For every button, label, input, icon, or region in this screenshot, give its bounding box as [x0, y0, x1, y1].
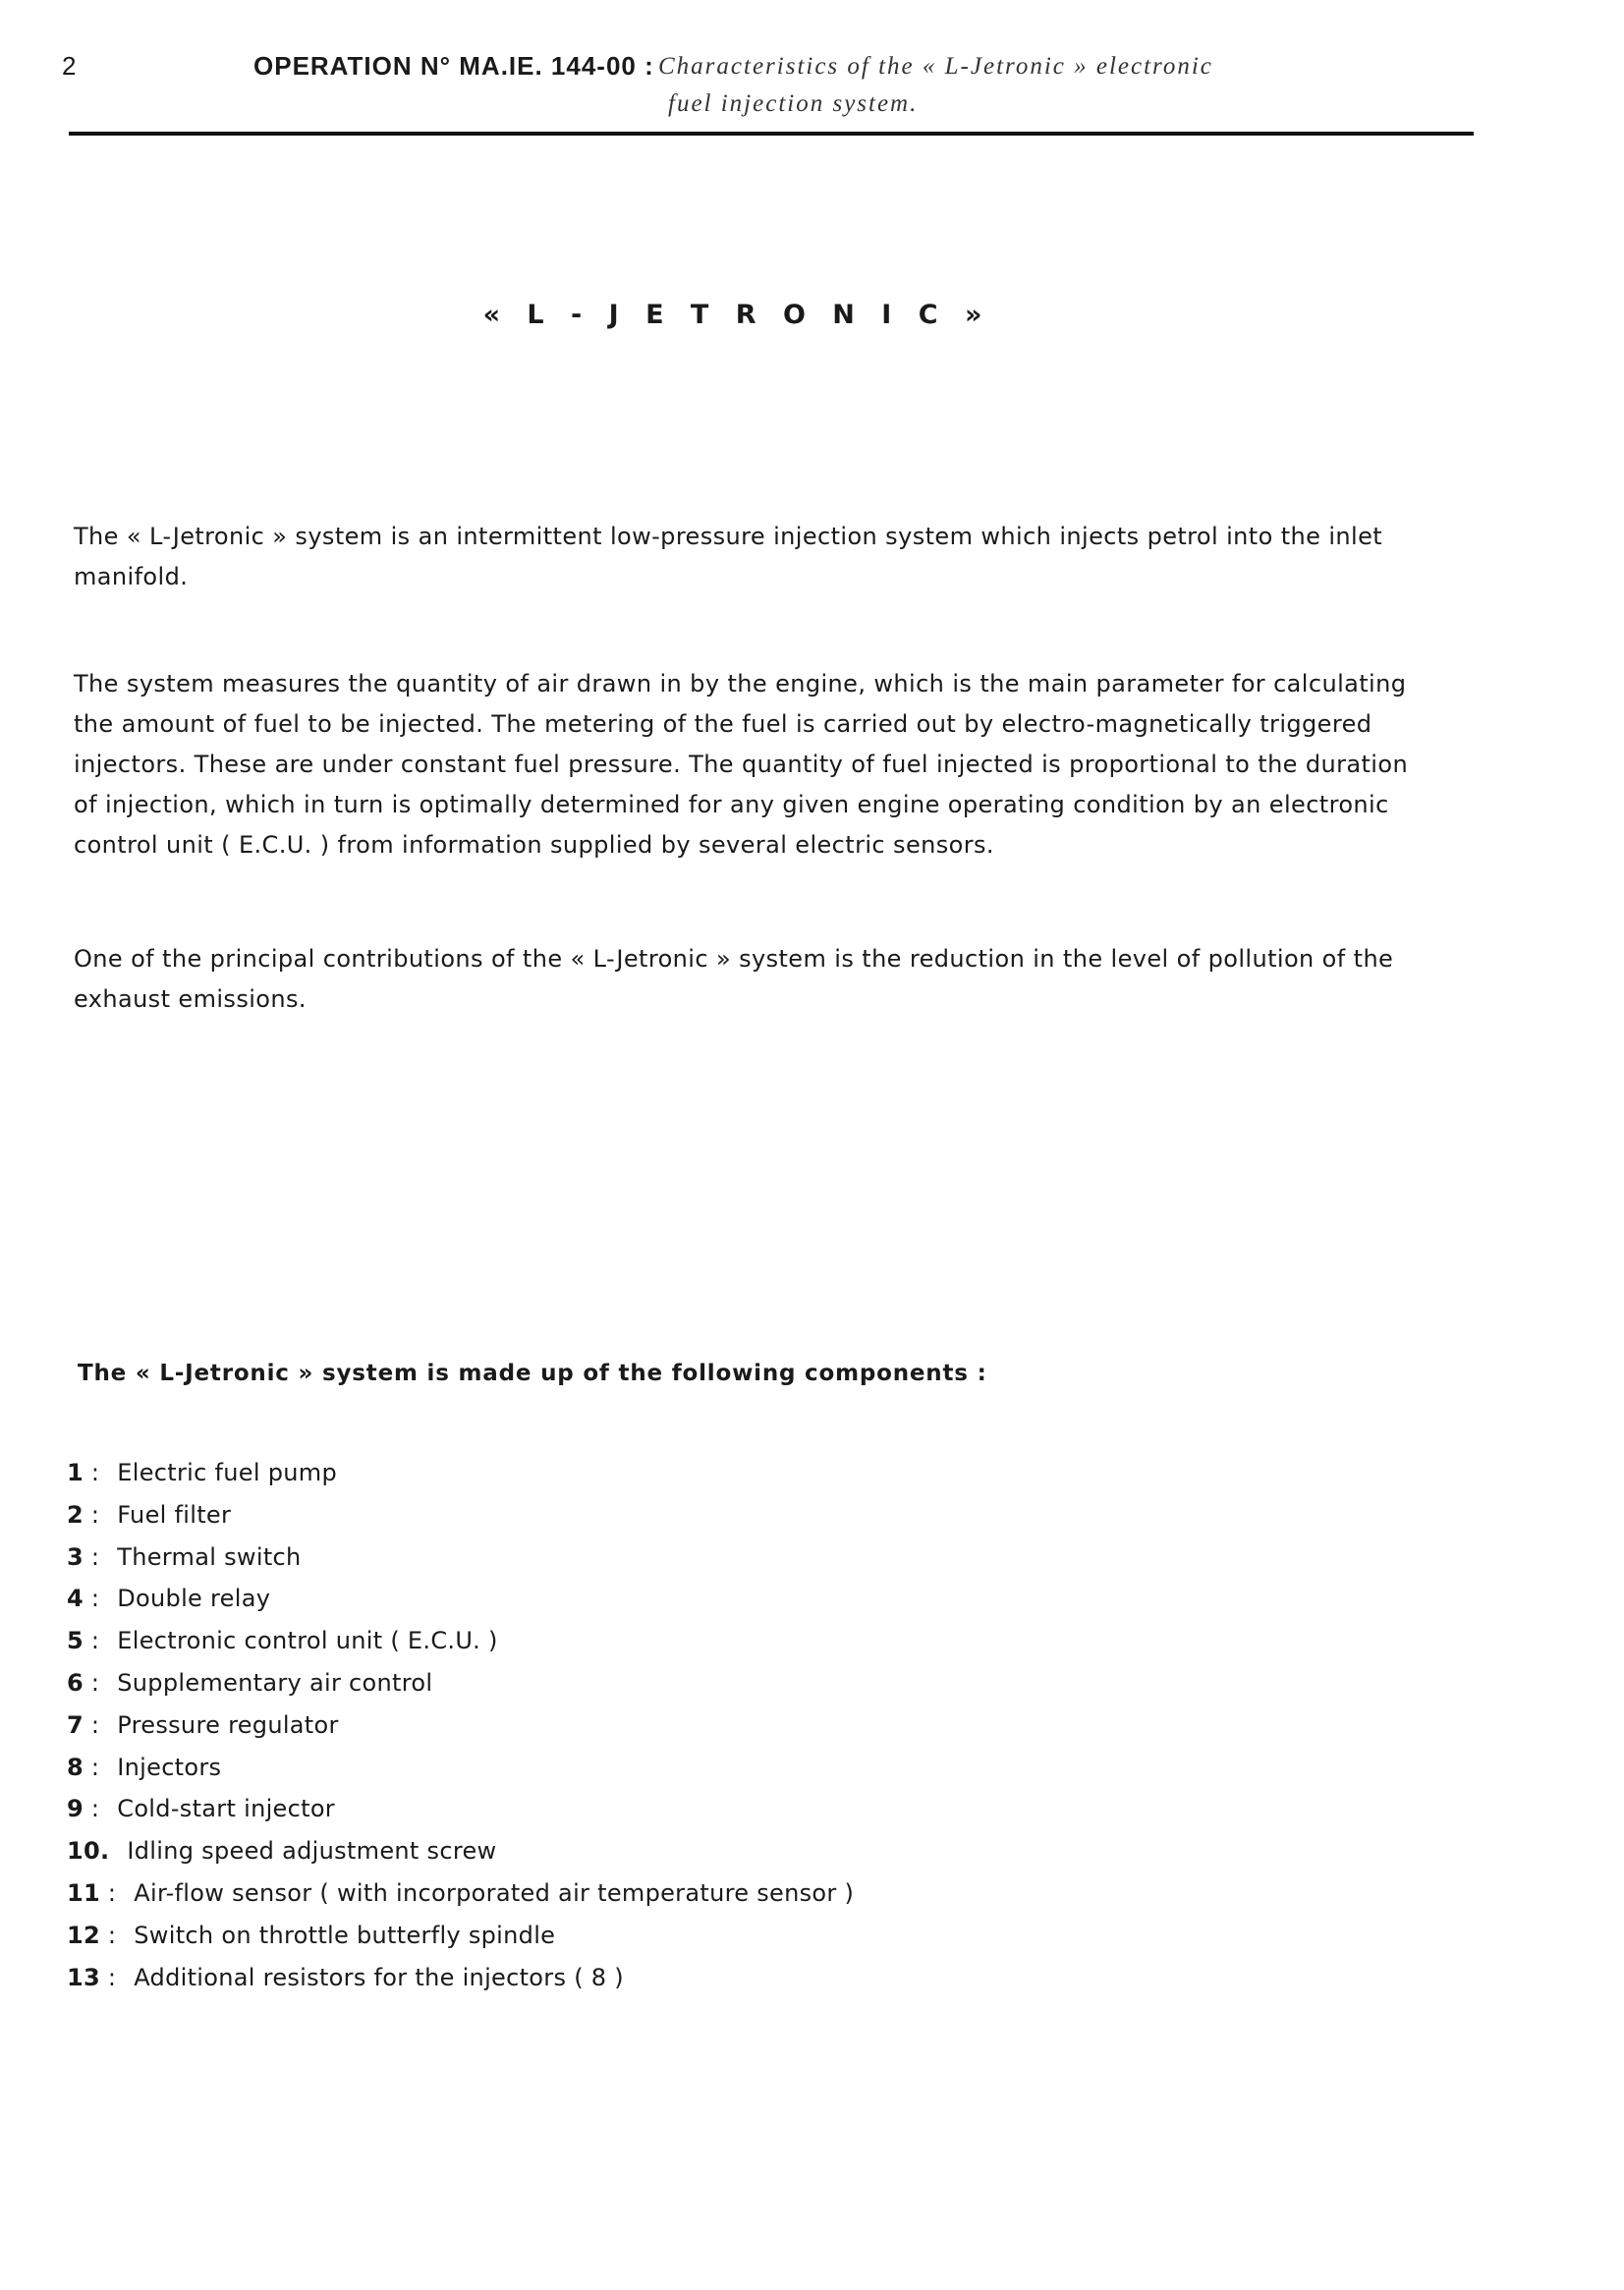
item-label: Double relay — [117, 1585, 271, 1613]
item-number: 12 — [67, 1921, 100, 1949]
item-number: 3 — [67, 1542, 84, 1571]
item-separator: : — [100, 1921, 117, 1949]
item-number: 6 — [67, 1668, 84, 1697]
component-list — [67, 1452, 854, 1998]
item-separator: : — [84, 1459, 100, 1486]
item-label: Fuel filter — [117, 1500, 232, 1529]
list-item — [67, 1747, 854, 1789]
item-number: 10. — [67, 1837, 110, 1866]
list-item — [67, 1704, 854, 1747]
item-number: 4 — [67, 1585, 84, 1613]
item-label: Air-flow sensor ( with incorporated air temperature sensor ) — [134, 1878, 855, 1907]
item-separator: : — [100, 1878, 117, 1907]
item-separator: : — [84, 1585, 100, 1613]
item-label: Additional resistors for the injectors ( 8 ) — [134, 1963, 624, 1991]
list-item — [67, 1536, 854, 1579]
item-separator: : — [84, 1668, 100, 1697]
item-label: Cold-start injector — [117, 1795, 335, 1823]
list-item — [67, 1662, 854, 1704]
item-separator: : — [84, 1710, 100, 1739]
item-label: Electric fuel pump — [117, 1459, 338, 1486]
list-item — [67, 1915, 854, 1957]
page-number: 2 — [62, 51, 77, 81]
item-number: 5 — [67, 1627, 84, 1655]
item-label: Pressure regulator — [117, 1710, 339, 1739]
list-item — [67, 1578, 854, 1620]
item-label: Idling speed adjustment screw — [127, 1837, 497, 1866]
item-separator: : — [84, 1753, 100, 1781]
section-title: « L - J E T R O N I C » — [482, 300, 991, 330]
item-separator: : — [84, 1795, 100, 1823]
item-separator: : — [84, 1500, 100, 1529]
item-number: 7 — [67, 1710, 84, 1739]
item-label: Injectors — [117, 1753, 222, 1781]
list-item — [67, 1957, 854, 1999]
item-number: 9 — [67, 1795, 84, 1823]
item-separator: : — [84, 1542, 100, 1571]
header-divider — [69, 132, 1474, 136]
item-label: Electronic control unit ( E.C.U. ) — [117, 1627, 498, 1655]
item-number: 13 — [67, 1963, 100, 1991]
item-label: Supplementary air control — [117, 1668, 433, 1697]
list-item — [67, 1494, 854, 1536]
item-separator: : — [100, 1963, 117, 1991]
list-item — [67, 1788, 854, 1830]
list-item — [67, 1872, 854, 1915]
document-subject-line-1: Characteristics of the « L-Jetronic » electronic — [658, 53, 1213, 80]
pollution-paragraph: One of the principal contributions of the « L-Jetronic » system is the reduction in the level of pollution of the exhaust emissions. — [74, 945, 1394, 1013]
document-subject-line-2: fuel injection system. — [668, 90, 919, 117]
item-number: 1 — [67, 1459, 84, 1486]
item-number: 8 — [67, 1753, 84, 1781]
components-heading: The « L-Jetronic » system is made up of the following components : — [78, 1361, 987, 1386]
list-item — [67, 1452, 854, 1494]
item-number: 2 — [67, 1500, 84, 1529]
intro-paragraph: The « L-Jetronic » system is an intermittent low-pressure injection system which injects petrol into the inlet manifold. — [74, 523, 1383, 590]
system-description-paragraph: The system measures the quantity of air drawn in by the engine, which is the main parameter for calculating the amount of fuel to be injected. The metering of the fuel is carried out by electro-magnetically triggered injectors. These are under constant fuel pressure. The quantity of fuel injected is proportional to the duration of injection, which in turn is optimally determined for any given engine operating condition by an electronic control unit ( E.C.U. ) from information supplied by several electric sensors. — [74, 670, 1409, 859]
list-item — [67, 1830, 854, 1872]
item-number: 11 — [67, 1878, 100, 1907]
operation-number: OPERATION N° MA.IE. 144-00 : — [253, 51, 654, 81]
item-label: Switch on throttle butterfly spindle — [134, 1921, 556, 1949]
item-label: Thermal switch — [117, 1542, 302, 1571]
list-item — [67, 1620, 854, 1662]
item-separator: : — [84, 1627, 100, 1655]
